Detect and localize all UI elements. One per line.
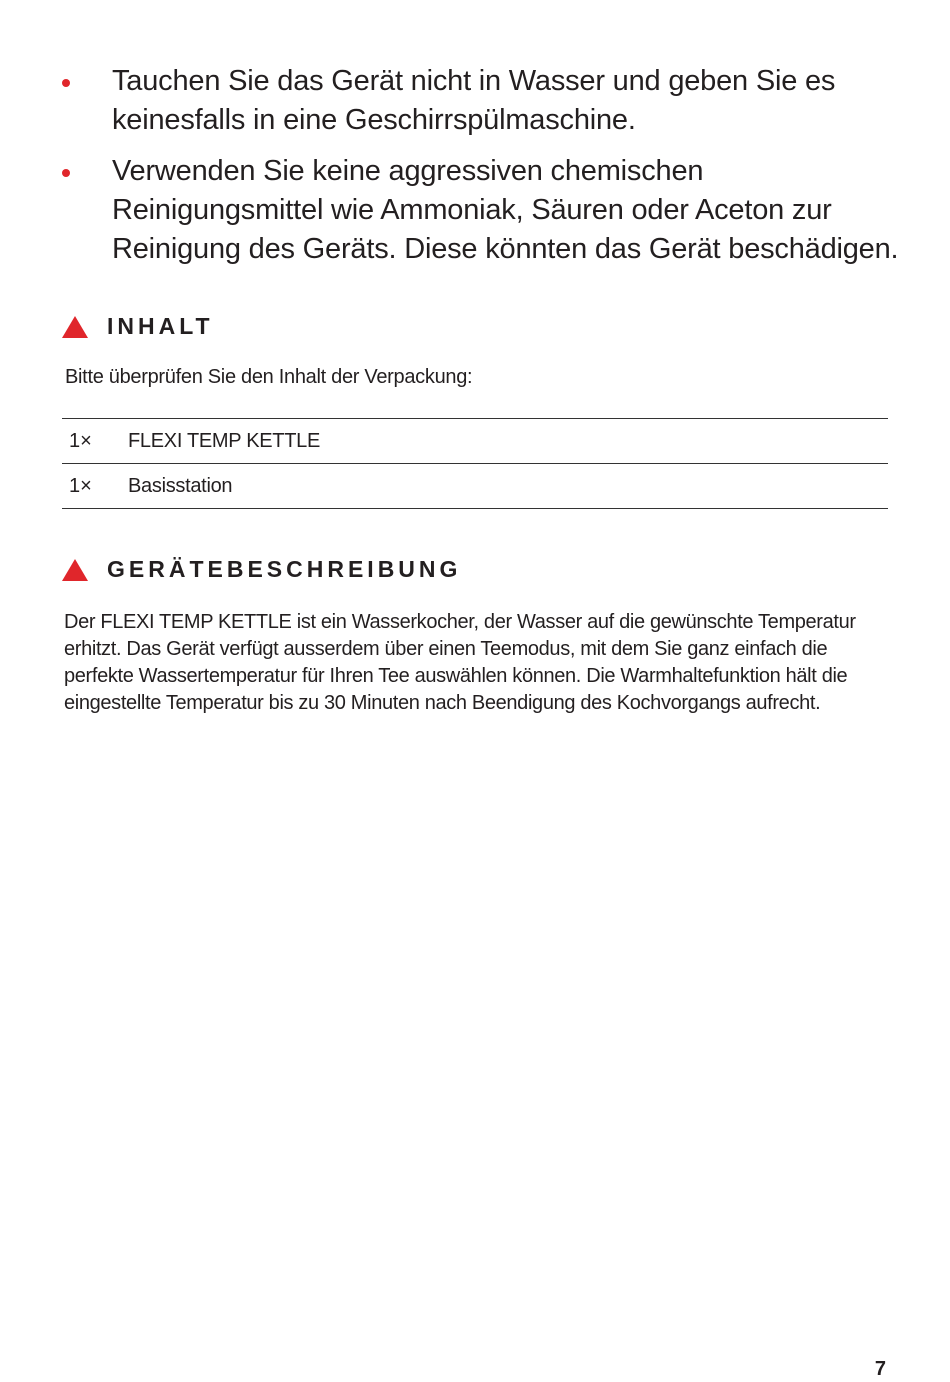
care-instruction-text: Tauchen Sie das Gerät nicht in Wasser und geben Sie es keinesfalls in eine Geschirrspülmaschine.: [112, 65, 836, 136]
warning-triangle-icon: [62, 559, 88, 581]
care-instruction-item: [60, 152, 910, 269]
inhalt-intro: Bitte überprüfen Sie den Inhalt der Verpackung:: [65, 366, 473, 388]
item-name: FLEXI TEMP KETTLE: [128, 429, 320, 452]
device-description: Der FLEXI TEMP KETTLE ist ein Wasserkocher, der Wasser auf die gewünschte Temperatur erhitzt. Das Gerät verfügt ausserdem über einen Teemodus, mit dem Sie ganz einfach die perfekte Wassertemperatur für Ihren Tee auswählen können. Die Warmhaltefunktion hält die eingestellte Temperatur bis zu 30 Minuten nach Beendigung des Kochvorgangs aufrecht.: [64, 611, 856, 714]
care-instructions-list: [60, 62, 910, 281]
item-name: Basisstation: [128, 474, 233, 497]
inhalt-heading: [62, 313, 214, 340]
beschreibung-title: GERÄTEBESCHREIBUNG: [107, 556, 462, 582]
bullet-icon: [62, 79, 70, 87]
table-row: [62, 419, 888, 464]
care-instruction-item: [60, 62, 910, 140]
care-instruction-text: Verwenden Sie keine aggressiven chemischen Reinigungsmittel wie Ammoniak, Säuren oder Aceton zur Reinigung des Geräts. Diese könnten das Gerät beschädigen.: [112, 155, 899, 265]
table-row: [62, 464, 888, 509]
inhalt-title: INHALT: [107, 313, 214, 339]
warning-triangle-icon: [62, 316, 88, 338]
beschreibung-heading: [62, 556, 461, 583]
item-quantity: 1×: [69, 474, 92, 497]
bullet-icon: [62, 169, 70, 177]
item-quantity: 1×: [69, 429, 92, 452]
contents-table: [62, 418, 888, 509]
page-number: 7: [874, 1358, 886, 1380]
